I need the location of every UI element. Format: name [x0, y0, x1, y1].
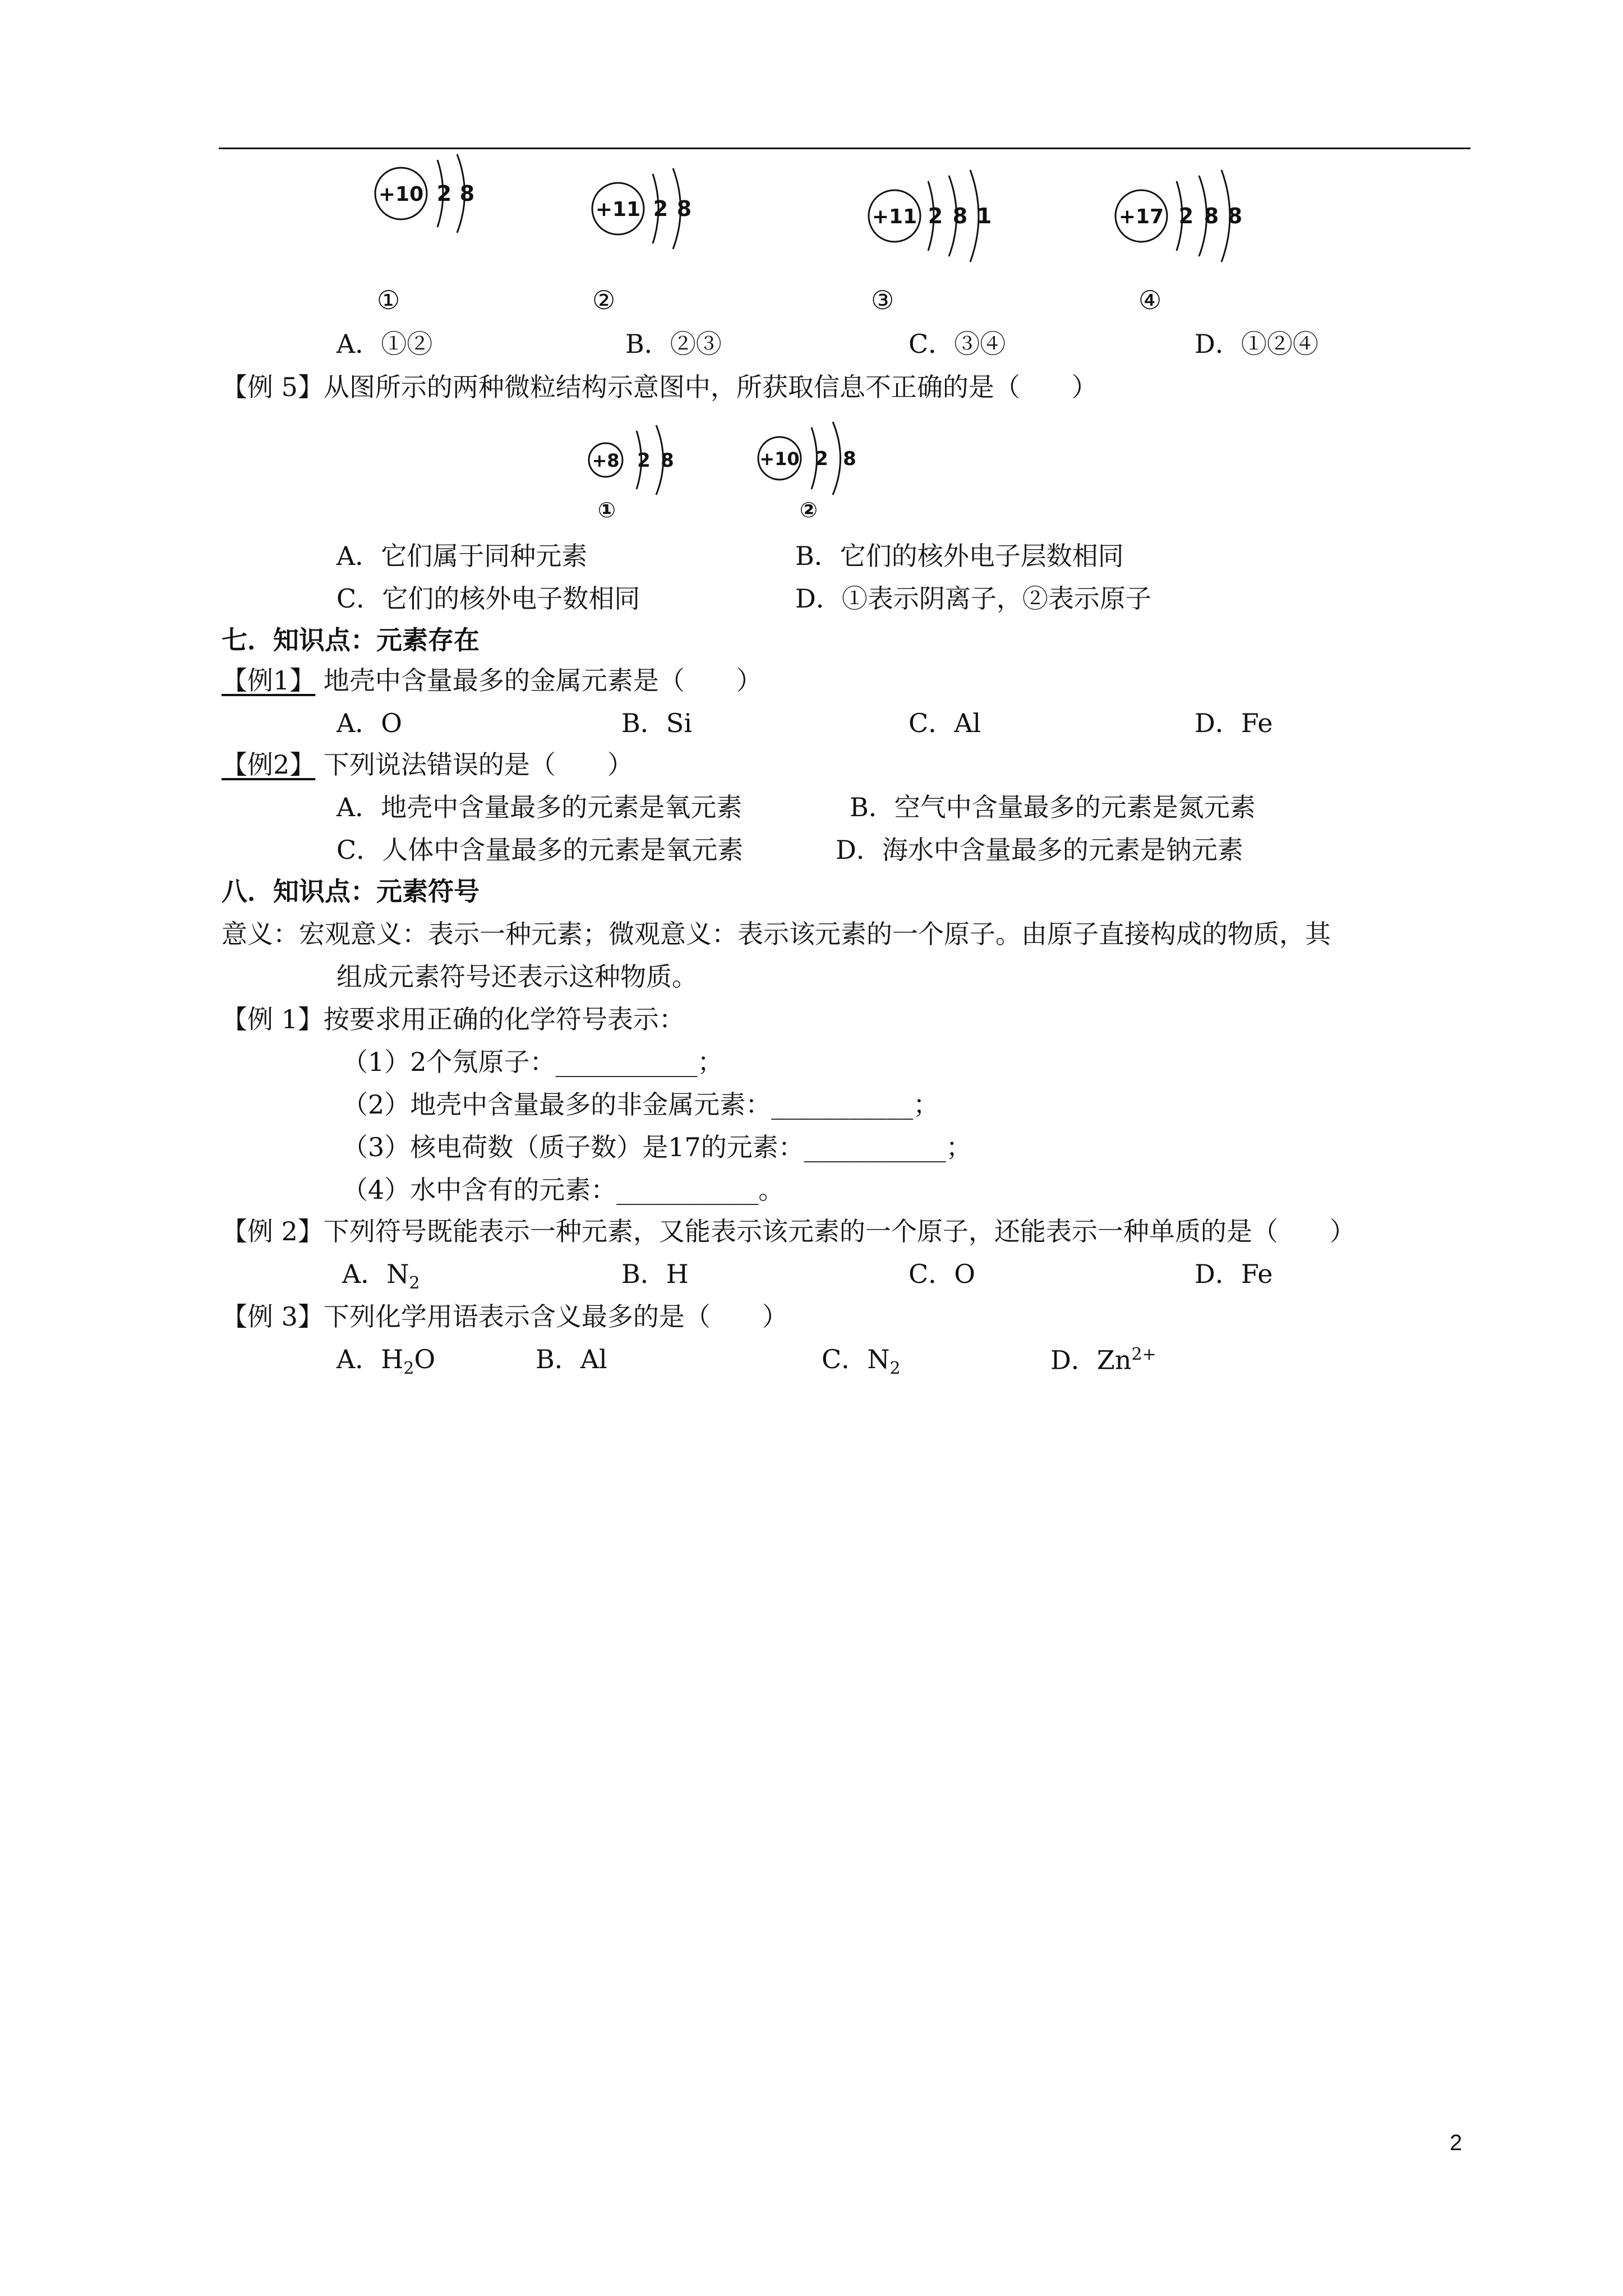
s8-ex1-item-2: （2）地壳中含量最多的非金属元素：___________；: [342, 1089, 939, 1120]
s8-ex3-option-b: B．Al: [536, 1344, 607, 1374]
s8-ex3-title: 【例 3】下列化学用语表示含义最多的是（ ）: [222, 1301, 788, 1332]
s7-ex2-tag: 【例2】: [222, 749, 316, 780]
s7-ex2-option-d: D．海水中含量最多的元素是钠元素: [836, 835, 1243, 865]
ex5-atom-2: [758, 422, 856, 522]
ex5-atom-1-shell-1: 2: [637, 449, 651, 472]
ex5-option-b: B．它们的核外电子层数相同: [795, 541, 1124, 571]
q4-option-a: A．①②: [336, 329, 433, 359]
atom-3-shell-3: 1: [976, 204, 992, 228]
s8-meaning-line-1: 意义：宏观意义：表示一种元素；微观意义：表示该元素的一个原子。由原子直接构成的物质，其: [222, 919, 1331, 949]
s8-ex2-option-d: D．Fe: [1195, 1259, 1273, 1289]
s8-ex1-title: 【例 1】按要求用正确的化学符号表示：: [222, 1004, 685, 1034]
atom-3-nucleus: +11: [872, 205, 917, 228]
ex5-atom-2-label: ②: [799, 498, 818, 522]
s7-ex2: [222, 749, 633, 780]
s8-ex1-item-3: （3）核电荷数（质子数）是17的元素：___________；: [342, 1132, 972, 1162]
ex5-atom-1-nucleus: +8: [592, 450, 620, 471]
ex5-option-c: C．它们的核外电子数相同: [336, 583, 640, 614]
s8-ex2-option-b: B．H: [621, 1259, 689, 1289]
s7-ex1-option-c: C．Al: [909, 708, 981, 738]
s8-ex3-option-d: D．$Zn^{2+}$: [1050, 1345, 1156, 1375]
atom-2-shell-1: 2: [653, 196, 668, 221]
q4-option-c: C．③④: [909, 329, 1006, 359]
ex5-atom-1-label: ①: [597, 498, 616, 522]
s8-ex3-option-a: A．$H_2O$: [336, 1344, 436, 1379]
s7-ex1: [222, 665, 762, 696]
s7-ex2-option-c: C．人体中含量最多的元素是氧元素: [336, 835, 744, 865]
s8-meaning-line-2: 组成元素符号还表示这种物质。: [336, 961, 698, 992]
atom-3-shell-2: 8: [952, 204, 968, 228]
section-8-heading: 八．知识点：元素符号: [222, 876, 479, 907]
ex5-atom-2-shell-2: 8: [843, 448, 856, 470]
s8-ex2-option-c: C．O: [909, 1259, 975, 1289]
s7-ex2-text: 下列说法错误的是（ ）: [315, 749, 633, 780]
ex5-atom-1: [589, 425, 674, 522]
s8-ex3-option-c: C．$N_2$: [822, 1344, 901, 1379]
atom-1-label: ①: [377, 285, 400, 315]
ex5-atom-2-nucleus: +10: [759, 448, 800, 470]
s7-ex2-option-a: A．地壳中含量最多的元素是氧元素: [336, 792, 743, 822]
s8-ex2-title: 【例 2】下列符号既能表示一种元素，又能表示该元素的一个原子，还能表示一种单质的是（ ）: [222, 1216, 1355, 1246]
q4-option-b: B．②③: [625, 329, 722, 359]
atom-1-shell-2: 8: [459, 181, 475, 206]
atom-1-nucleus: +10: [378, 183, 424, 206]
s7-ex1-tag: 【例1】: [222, 665, 316, 696]
atom-2-shell-2: 8: [676, 196, 692, 221]
atom-3-shell-1: 2: [928, 204, 943, 228]
atom-4-label: ④: [1138, 285, 1162, 315]
q4-option-d: D．①②④: [1195, 329, 1318, 359]
atom-2-label: ②: [592, 285, 616, 315]
atom-4-nucleus: +17: [1118, 205, 1164, 228]
atom-4-shell-3: 8: [1227, 204, 1243, 228]
s7-ex1-option-d: D．Fe: [1195, 708, 1273, 738]
s8-ex1-item-4: （4）水中含有的元素：___________。: [342, 1175, 785, 1205]
atom-4-shell-1: 2: [1178, 204, 1194, 228]
s8-ex2-option-a: A．$N_2$: [342, 1259, 420, 1294]
ex5-title: 【例 5】从图所示的两种微粒结构示意图中，所获取信息不正确的是（ ）: [222, 372, 1098, 402]
ex5-option-a: A．它们属于同种元素: [336, 541, 588, 571]
atom-4-shell-2: 8: [1204, 204, 1219, 228]
s7-ex1-option-b: B．Si: [621, 708, 693, 738]
ex5-option-d: D．①表示阴离子，②表示原子: [795, 583, 1151, 614]
s8-ex1-item-1: （1）2个氖原子：___________；: [342, 1047, 723, 1077]
atom-1-shell-1: 2: [436, 181, 452, 206]
ex5-diagrams: [0, 0, 1623, 539]
s7-ex2-option-b: B．空气中含量最多的元素是氮元素: [850, 792, 1256, 822]
s7-ex1-option-a: A．O: [336, 708, 402, 738]
atom-3-label: ③: [871, 285, 895, 315]
s7-ex1-text: 地壳中含量最多的金属元素是（ ）: [315, 665, 762, 696]
ex5-atom-2-shell-1: 2: [815, 448, 828, 470]
page-number: 2: [1450, 2131, 1463, 2155]
section-7-heading: 七．知识点：元素存在: [222, 625, 479, 655]
ex5-atom-1-shell-2: 8: [661, 449, 674, 472]
atom-2-nucleus: +11: [595, 198, 641, 221]
